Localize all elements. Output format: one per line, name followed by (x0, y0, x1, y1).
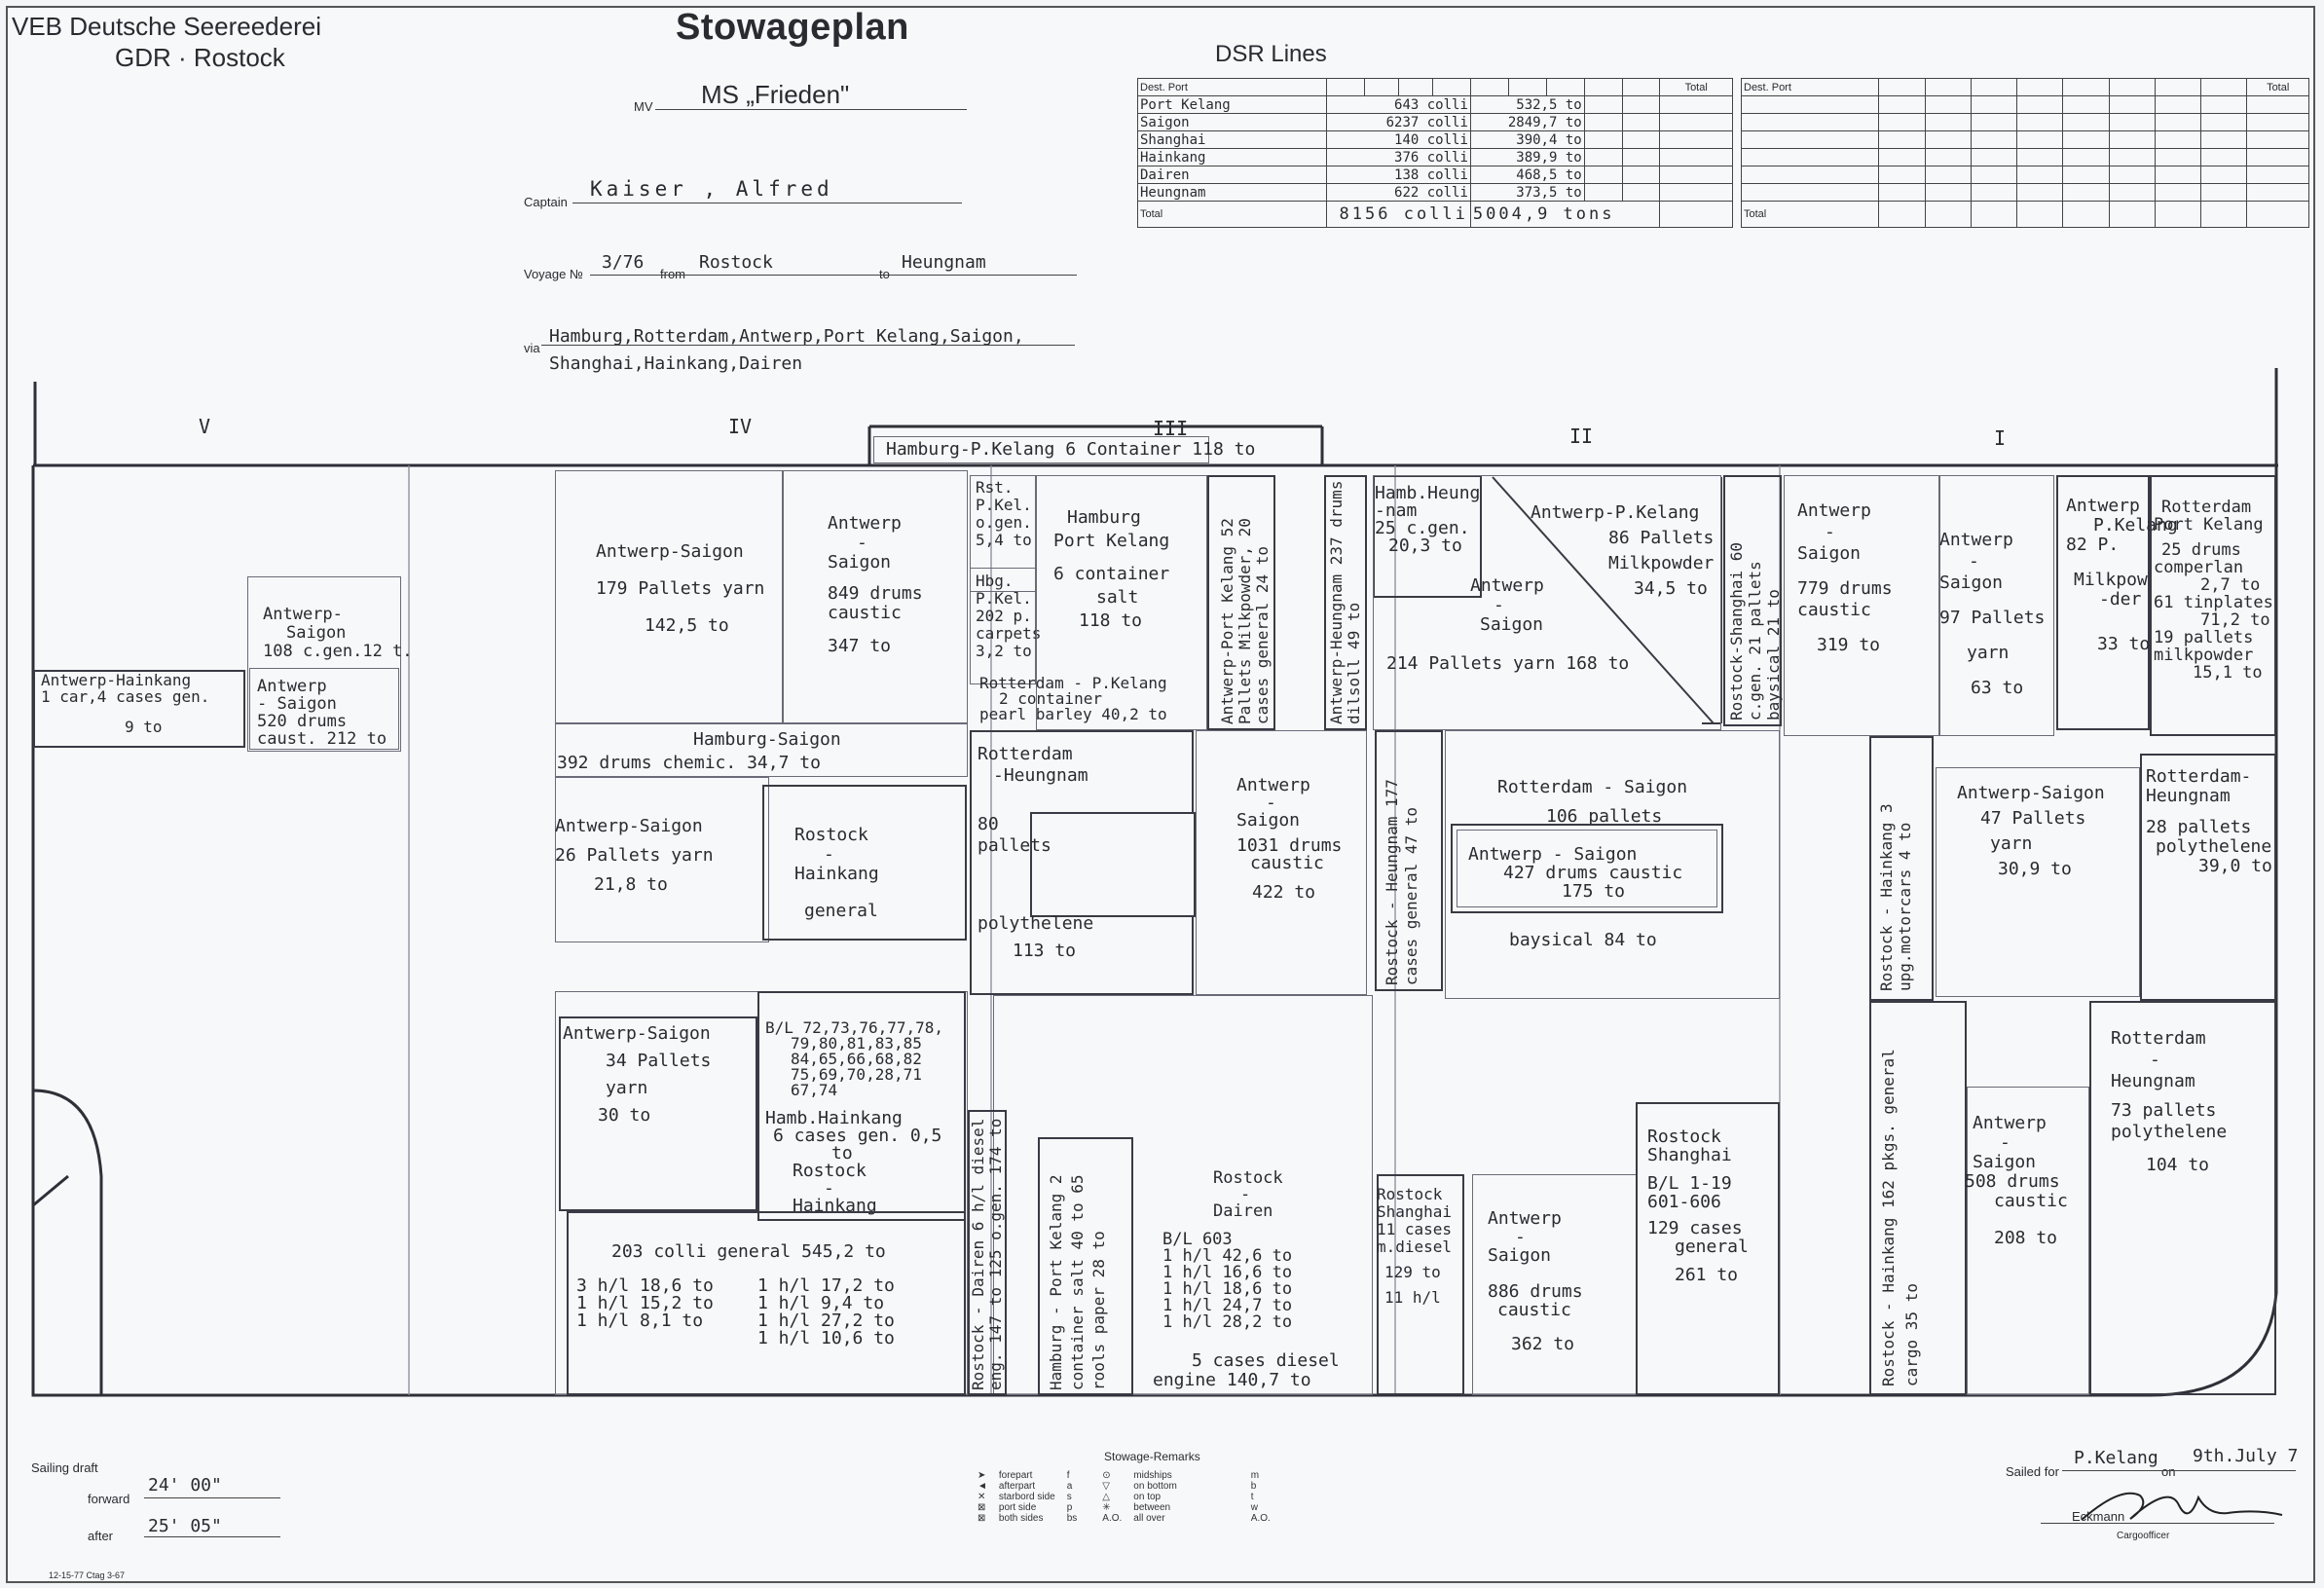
company-name: VEB Deutsche Seereederei (12, 12, 321, 41)
cargo-label: Hamb.Hainkang 6 cases gen. 0,5 to Rostock - Hainkang (765, 1108, 942, 1216)
cargo-label: Rotterdam - Heungnam 73 pallets polythelene 104 to (2111, 1028, 2228, 1175)
cargo-label: baysical 84 to (1509, 930, 1657, 950)
tonnage: 468,5 to (1470, 166, 1584, 184)
cargo-label: Rotterdam - P.Kelang 2 container pearl barley 40,2 to (979, 674, 1167, 723)
cargo-label: Rostock Shanghai B/L 1-19 601-606 129 cases general 261 to (1647, 1126, 1749, 1285)
dest-port: Heungnam (1138, 184, 1327, 202)
total-header: Total (1660, 79, 1733, 96)
after-draft: 25' 05" (148, 1516, 222, 1536)
cargo-label-vertical: Rostock - Hainkang 162 pkgs. general cargo 35 to (1879, 1049, 1921, 1386)
total-colli: 8156 colli (1327, 202, 1471, 228)
dest-port: Dairen (1138, 166, 1327, 184)
colli-count: 643 colli (1327, 96, 1471, 114)
cargo-label: Antwerp - Saigon 97 Pallets yarn 63 to (1939, 530, 2046, 698)
cargo-label: Hamburg Port Kelang 6 container salt 118 to (1053, 507, 1170, 631)
stowage-remarks-legend: ➤ forepart f ⊙ midships m ◄ afterpart a ▽ on bottom b ✕ starbord side s △ on top t ⊠ port side p ✳ between w ⊠ both sides bs A.O. all over A.O. (972, 1470, 1276, 1524)
hold-number-3: III (1153, 417, 1189, 440)
tonnage: 2849,7 to (1470, 114, 1584, 131)
cargo-officer-label: Cargoofficer (2117, 1531, 2170, 1541)
dest-port: Port Kelang (1138, 96, 1327, 114)
cargo-label: Antwerp P.Kelang 82 P. Milkpow -der 33 to (2066, 496, 2178, 654)
cargo-label: Rotterdam -Heungnam 80 pallets polythelene 113 to (978, 744, 1094, 961)
tonnage: 373,5 to (1470, 184, 1584, 202)
dest-port: Hainkang (1138, 149, 1327, 166)
total-tons: 5004,9 tons (1470, 202, 1660, 228)
cargo-label: 5 cases diesel engine 140,7 to (1153, 1350, 1340, 1390)
cargo-label: B/L 72,73,76,77,78, 79,80,81,83,85 84,65,66,68,82 75,69,70,28,71 67,74 (765, 1018, 944, 1099)
after-label: after (88, 1529, 114, 1543)
cargo-label: Hbg. P.Kel. 202 p. carpets 3,2 to (976, 572, 1042, 660)
legend-symbol: ⊠ (978, 1513, 986, 1524)
to-port: Heungnam (902, 252, 986, 273)
cargo-label: Antwerp - Saigon 520 drums caust. 212 to (257, 677, 387, 749)
voyage-label: Voyage № (524, 267, 583, 281)
cargo-label: Antwerp - Saigon 1031 drums caustic 422 to (1236, 775, 1343, 903)
cargo-label: Rostock - Dairen B/L 603 1 h/l 42,6 to 1 h/l 16,6 to 1 h/l 18,6 to 1 h/l 24,7 to 1 h/l 28,2 to (1162, 1168, 1293, 1332)
tonnage: 389,9 to (1470, 149, 1584, 166)
sailed-for-label: Sailed for (2006, 1464, 2059, 1479)
legend-symbol: ⊠ (978, 1502, 986, 1513)
colli-count: 622 colli (1327, 184, 1471, 202)
cargo-label: 3 h/l 18,6 to 1 h/l 15,2 to 1 h/l 8,1 to (576, 1275, 714, 1331)
cargo-label: Antwerp - Saigon 508 drums caustic 208 to (1965, 1113, 2068, 1248)
cargo-label: Antwerp-P.Kelang 86 Pallets Milkpowder 34,5 to (1531, 502, 1715, 599)
tonnage: 532,5 to (1470, 96, 1584, 114)
vessel-name: MS „Frieden" (701, 80, 850, 109)
mv-label: MV (634, 99, 653, 114)
voyage-number: 3/76 (602, 252, 645, 273)
colli-count: 140 colli (1327, 131, 1471, 149)
cargo-label: 1 h/l 17,2 to 1 h/l 9,4 to 1 h/l 27,2 to 1 h/l 10,6 to (757, 1275, 895, 1348)
cargo-label: Antwerp-Hainkang 1 car,4 cases gen. 9 to (41, 671, 210, 736)
dest-port: Saigon (1138, 114, 1327, 131)
cargo-label: Rostock - Hainkang general (794, 825, 879, 921)
cargo-label: Rostock Shanghai 11 cases m.diesel 129 to 11 h/l (1377, 1185, 1453, 1307)
company-location: GDR · Rostock (115, 43, 285, 72)
dest-port: Shanghai (1138, 131, 1327, 149)
cargo-label: 214 Pallets yarn 168 to (1386, 653, 1630, 674)
cargo-label-vertical: Antwerp-Port Kelang 52 Pallets Milkpowder, 20 cases general 24 to (1218, 518, 1272, 724)
captain-label: Captain (524, 195, 568, 209)
cargo-label: Rst. P.Kel. o.gen. 5,4 to (976, 478, 1032, 549)
cargo-label: Antwerp-Saigon 26 Pallets yarn 21,8 to (555, 816, 714, 895)
document-title: Stowageplan (676, 7, 909, 48)
legend-symbol: ◄ (978, 1481, 987, 1492)
cargo-label: Hamburg-P.Kelang 6 Container 118 to (886, 439, 1256, 460)
cargo-label: Antwerp - Saigon 427 drums caustic 175 to (1468, 844, 1683, 902)
cargo-label: Antwerp - Saigon 849 drums caustic 347 to (828, 513, 923, 656)
total-label: Total (1742, 202, 1879, 228)
stowage-remarks-title: Stowage-Remarks (1104, 1450, 1200, 1463)
forward-label: forward (88, 1492, 130, 1506)
cargo-label: Antwerp- Saigon 108 c.gen.12 t. (263, 605, 413, 661)
cargo-label: 203 colli general 545,2 to (611, 1241, 886, 1262)
legend-symbol: ✕ (978, 1492, 986, 1502)
cargo-label: Rotterdam - Saigon 106 pallets (1497, 777, 1688, 827)
captain-name: Kaiser , Alfred (590, 177, 833, 201)
via-label: via (524, 341, 540, 355)
cargo-label: Antwerp - Saigon 779 drums caustic 319 to (1797, 500, 1893, 655)
cargo-label: Hamb.Heung -nam 25 c.gen. 20,3 to (1375, 483, 1481, 556)
from-label: from (660, 267, 685, 281)
cargo-label: Antwerp-Saigon 34 Pallets yarn 30 to (563, 1023, 712, 1126)
sailed-date: 9th.July 7 (2193, 1446, 2299, 1466)
legend-symbol: ➤ (978, 1470, 986, 1481)
cargo-label: Rotterdam- Heungnam 28 pallets polythelene 39,0 to (2146, 766, 2272, 876)
from-port: Rostock (699, 252, 773, 273)
cargo-label-vertical: Rostock - Heungnam 177 cases general 47 to (1383, 779, 1420, 985)
cargo-label: Antwerp-Saigon 179 Pallets yarn 142,5 to (596, 541, 765, 636)
hold-number-4: IV (728, 415, 753, 438)
cargo-label: Antwerp-Saigon 47 Pallets yarn 30,9 to (1957, 783, 2105, 879)
via-ports-line2: Shanghai,Hainkang,Dairen (549, 353, 803, 374)
form-code: 12-15-77 Ctag 3-67 (49, 1570, 126, 1580)
to-label: to (879, 267, 890, 281)
stowage-plan-document (6, 6, 2315, 1583)
dest-port-header: Dest. Port (1138, 79, 1327, 96)
on-label: on (2161, 1464, 2176, 1479)
forward-draft: 24' 00" (148, 1475, 222, 1496)
cargo-label: Antwerp - Saigon 886 drums caustic 362 to (1488, 1208, 1583, 1354)
colli-count: 376 colli (1327, 149, 1471, 166)
colli-count: 138 colli (1327, 166, 1471, 184)
hold-number-2: II (1569, 425, 1594, 448)
total-header: Total (2247, 79, 2309, 96)
cargo-label-vertical: Rostock - Hainkang 3 upg.motorcars 4 to (1877, 803, 1914, 991)
cargo-label-vertical: Rostock-Shanghai 60 c.gen. 21 pallets baysical 21 to (1727, 541, 1783, 720)
cargo-label: Rotterdam Port Kelang 25 drums comperlan 2,7 to 61 tinplates 71,2 to 19 pallets milkpowder 15,1 to (2154, 498, 2273, 683)
sailing-draft-label: Sailing draft (31, 1460, 98, 1475)
tonnage: 390,4 to (1470, 131, 1584, 149)
cargo-label-vertical: Antwerp-Heungnam 237 drums dilsoll 49 to (1327, 480, 1363, 724)
dest-port-header: Dest. Port (1742, 79, 1879, 96)
hold-number-5: V (199, 415, 211, 438)
sailed-for-port: P.Kelang (2074, 1448, 2158, 1468)
cargo-label-vertical: Hamburg - Port Kelang 2 container salt 40 to 65 rools paper 28 to (1047, 1174, 1108, 1390)
cargo-label: Hamburg-Saigon 392 drums chemic. 34,7 to (557, 729, 841, 773)
cargo-label-vertical: Rostock - Dairen 6 h/l diesel eng. 147 to 125 o.gen. 174 to (969, 1118, 1005, 1390)
hold-number-1: I (1994, 426, 2007, 450)
officer-name: Eckmann (2072, 1509, 2125, 1524)
colli-count: 6237 colli (1327, 114, 1471, 131)
dsr-lines-title: DSR Lines (1215, 41, 1327, 67)
cargo-label: Antwerp - Saigon (1470, 575, 1544, 635)
total-label: Total (1138, 202, 1327, 228)
via-ports-line1: Hamburg,Rotterdam,Antwerp,Port Kelang,Saigon, (549, 326, 1024, 347)
